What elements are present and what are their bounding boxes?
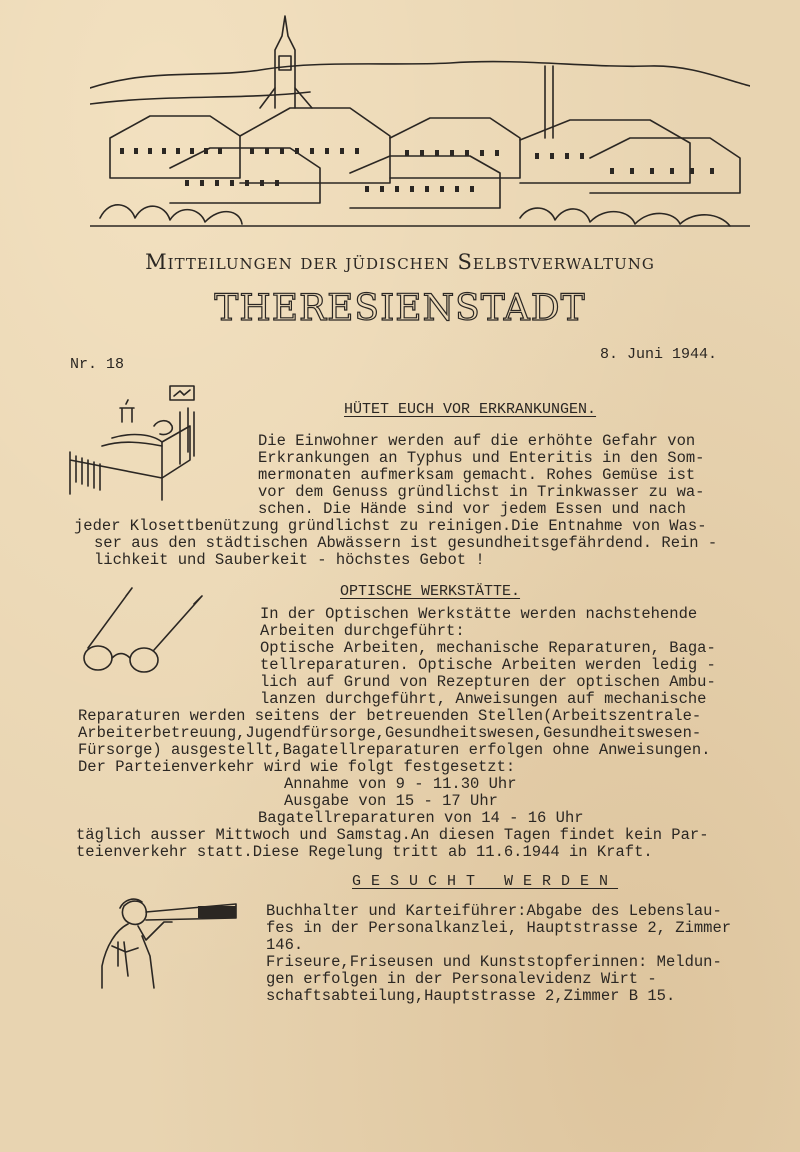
section-line: Arbeiten durchgeführt: bbox=[260, 622, 465, 640]
section-line: lichkeit und Sauberkeit - höchstes Gebot ! bbox=[94, 551, 485, 569]
sick-bed-illustration bbox=[62, 382, 202, 502]
man-with-telescope-illustration bbox=[98, 896, 248, 992]
section-line: Arbeiterbetreuung,Jugendfürsorge,Gesundheitswesen,Gesundheitswesen- bbox=[78, 724, 702, 742]
section-line: lanzen durchgeführt, Anweisungen auf mechanische bbox=[260, 690, 707, 708]
town-skyline-illustration bbox=[90, 8, 750, 230]
section-heading-wanted: GESUCHT WERDEN bbox=[352, 873, 619, 890]
section-line: schaftsabteilung,Hauptstrasse 2,Zimmer B 15. bbox=[266, 987, 676, 1005]
section-line: Buchhalter und Karteiführer:Abgabe des Lebenslau- bbox=[266, 902, 722, 920]
section-line: täglich ausser Mittwoch und Samstag.An diesen Tagen findet kein Par- bbox=[76, 826, 709, 844]
issue-number: Nr. 18 bbox=[70, 356, 125, 373]
section-line: schen. Die Hände sind vor jedem Essen und nach bbox=[258, 500, 686, 518]
masthead-subtitle: THERESIENSTADT bbox=[214, 288, 586, 329]
section-heading-optics: OPTISCHE WERKSTÄTTE. bbox=[340, 583, 521, 600]
section-line: lich auf Grund von Rezepturen der optischen Ambu- bbox=[260, 673, 716, 691]
section-line: Optische Arbeiten, mechanische Reparaturen, Baga- bbox=[260, 639, 716, 657]
section-line: Friseure,Friseusen und Kunststopferinnen: Meldun- bbox=[266, 953, 722, 971]
schedule-line: Bagatellreparaturen von 14 - 16 Uhr bbox=[258, 809, 584, 827]
section-line: Fürsorge) ausgestellt,Bagatellreparaturen erfolgen ohne Anweisungen. bbox=[78, 741, 711, 759]
section-line: ser aus den städtischen Abwässern ist gesundheitsgefährdend. Rein - bbox=[94, 534, 718, 552]
section-line: vor dem Genuss gründlichst in Trinkwasser zu wa- bbox=[258, 483, 705, 501]
section-line: Reparaturen werden seitens der betreuenden Stellen(Arbeitszentrale- bbox=[78, 707, 702, 725]
schedule-line: Annahme von 9 - 11.30 Uhr bbox=[284, 775, 517, 793]
section-heading-illness: HÜTET EUCH VOR ERKRANKUNGEN. bbox=[344, 401, 597, 418]
section-line: Erkrankungen an Typhus und Enteritis in den Som- bbox=[258, 449, 705, 467]
section-line: teienverkehr statt.Diese Regelung tritt ab 11.6.1944 in Kraft. bbox=[76, 843, 653, 861]
section-line: Die Einwohner werden auf die erhöhte Gefahr von bbox=[258, 432, 696, 450]
section-line: 146. bbox=[266, 936, 304, 954]
section-line: jeder Klosettbenützung gründlichst zu reinigen.Die Entnahme von Was- bbox=[74, 517, 707, 535]
section-line: Der Parteienverkehr wird wie folgt festgesetzt: bbox=[78, 758, 516, 776]
masthead-title: Mitteilungen der jüdischen Selbstverwaltung bbox=[145, 250, 655, 274]
section-line: gen erfolgen in der Personalevidenz Wirt - bbox=[266, 970, 657, 988]
section-line: In der Optischen Werkstätte werden nachstehende bbox=[260, 605, 698, 623]
issue-date: 8. Juni 1944. bbox=[600, 346, 718, 363]
schedule-line: Ausgabe von 15 - 17 Uhr bbox=[284, 792, 498, 810]
section-line: mermonaten aufmerksam gemacht. Rohes Gemüse ist bbox=[258, 466, 696, 484]
section-line: fes in der Personalkanzlei, Hauptstrasse 2, Zimmer bbox=[266, 919, 732, 937]
section-line: tellreparaturen. Optische Arbeiten werden ledig - bbox=[260, 656, 716, 674]
eyeglasses-illustration bbox=[74, 582, 214, 678]
